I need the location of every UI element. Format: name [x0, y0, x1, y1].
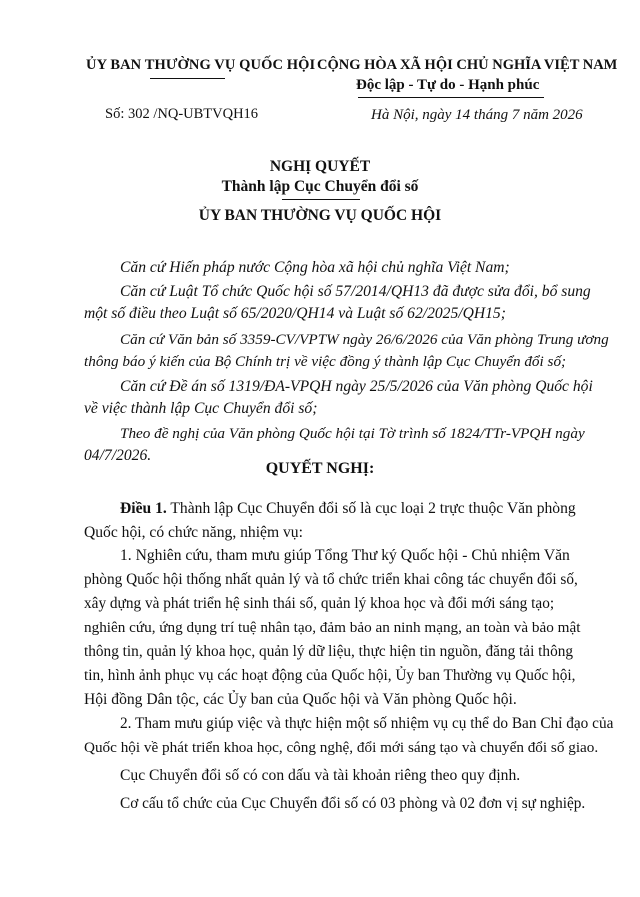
- item-line: nghiên cứu, ứng dụng trí tuệ nhân tạo, đảm bảo an ninh mạng, an toàn và bảo mật: [84, 619, 581, 636]
- subject-underline: [282, 199, 360, 200]
- item-line: 2. Tham mưu giúp việc và thực hiện một số nhiệm vụ cụ thể do Ban Chỉ đạo của: [120, 715, 614, 732]
- basis-line: Căn cứ Luật Tổ chức Quốc hội số 57/2014/QH13 đã được sửa đổi, bổ sung: [120, 283, 591, 300]
- article-1-line: [120, 498, 576, 521]
- issuer-heading: ỦY BAN THƯỜNG VỤ QUỐC HỘI: [198, 207, 442, 224]
- item-line: xây dựng và phát triển hệ sinh thái số, quản lý khoa học và đổi mới sáng tạo;: [84, 595, 555, 612]
- basis-line: một số điều theo Luật số 65/2020/QH14 và Luật số 62/2025/QH15;: [84, 305, 506, 322]
- item-line: Quốc hội về phát triển khoa học, công nghệ, đổi mới sáng tạo và chuyển đổi số giao.: [84, 739, 599, 756]
- national-title: CỘNG HÒA XÃ HỘI CHỦ NGHĨA VIỆT NAM: [317, 57, 618, 73]
- basis-line: về việc thành lập Cục Chuyển đổi số;: [84, 400, 318, 417]
- agency-underline: [150, 78, 225, 79]
- place-date: Hà Nội, ngày 14 tháng 7 năm 2026: [371, 107, 583, 123]
- document-subject: Thành lập Cục Chuyển đổi số: [221, 178, 419, 195]
- document-type: NGHỊ QUYẾT: [269, 158, 371, 175]
- article-1-line: Quốc hội, có chức năng, nhiệm vụ:: [84, 524, 303, 541]
- seal-sentence: Cục Chuyển đổi số có con dấu và tài khoản riêng theo quy định.: [120, 767, 521, 784]
- basis-line: thông báo ý kiến của Bộ Chính trị về việc đồng ý thành lập Cục Chuyển đổi số;: [84, 353, 567, 370]
- decision-heading: QUYẾT NGHỊ:: [265, 460, 375, 477]
- basis-line: Theo đề nghị của Văn phòng Quốc hội tại Tờ trình số 1824/TTr-VPQH ngày: [120, 425, 585, 442]
- national-motto: Độc lập - Tự do - Hạnh phúc: [356, 77, 540, 93]
- basis-line: Căn cứ Văn bản số 3359-CV/VPTW ngày 26/6/2026 của Văn phòng Trung ương: [120, 331, 609, 348]
- item-line: thông tin, quản lý khoa học, quản lý dữ liệu, thực hiện tin nguồn, đăng tải thông: [84, 643, 574, 660]
- motto-underline: [358, 97, 544, 98]
- document-number: Số: 302 /NQ-UBTVQH16: [105, 106, 259, 122]
- article-1-label: Điều 1.: [120, 500, 167, 517]
- issuing-agency: ỦY BAN THƯỜNG VỤ QUỐC HỘI: [86, 57, 316, 73]
- article-1-text: Thành lập Cục Chuyển đổi số là cục loại 2 trực thuộc Văn phòng: [166, 500, 576, 517]
- item-line: 1. Nghiên cứu, tham mưu giúp Tổng Thư ký Quốc hội - Chủ nhiệm Văn: [120, 547, 570, 564]
- basis-line: Căn cứ Hiến pháp nước Cộng hòa xã hội chủ nghĩa Việt Nam;: [120, 259, 510, 276]
- item-line: phòng Quốc hội thống nhất quản lý và tổ chức triển khai công tác chuyển đổi số,: [84, 571, 578, 588]
- item-line: Hội đồng Dân tộc, các Ủy ban của Quốc hội và Văn phòng Quốc hội.: [84, 691, 517, 708]
- structure-sentence: Cơ cấu tổ chức của Cục Chuyển đổi số có 03 phòng và 02 đơn vị sự nghiệp.: [120, 795, 586, 812]
- basis-line: 04/7/2026.: [84, 447, 152, 464]
- item-line: tin, hình ảnh phục vụ các hoạt động của Quốc hội, Ủy ban Thường vụ Quốc hội,: [84, 667, 576, 684]
- basis-line: Căn cứ Đề án số 1319/ĐA-VPQH ngày 25/5/2026 của Văn phòng Quốc hội: [120, 378, 593, 395]
